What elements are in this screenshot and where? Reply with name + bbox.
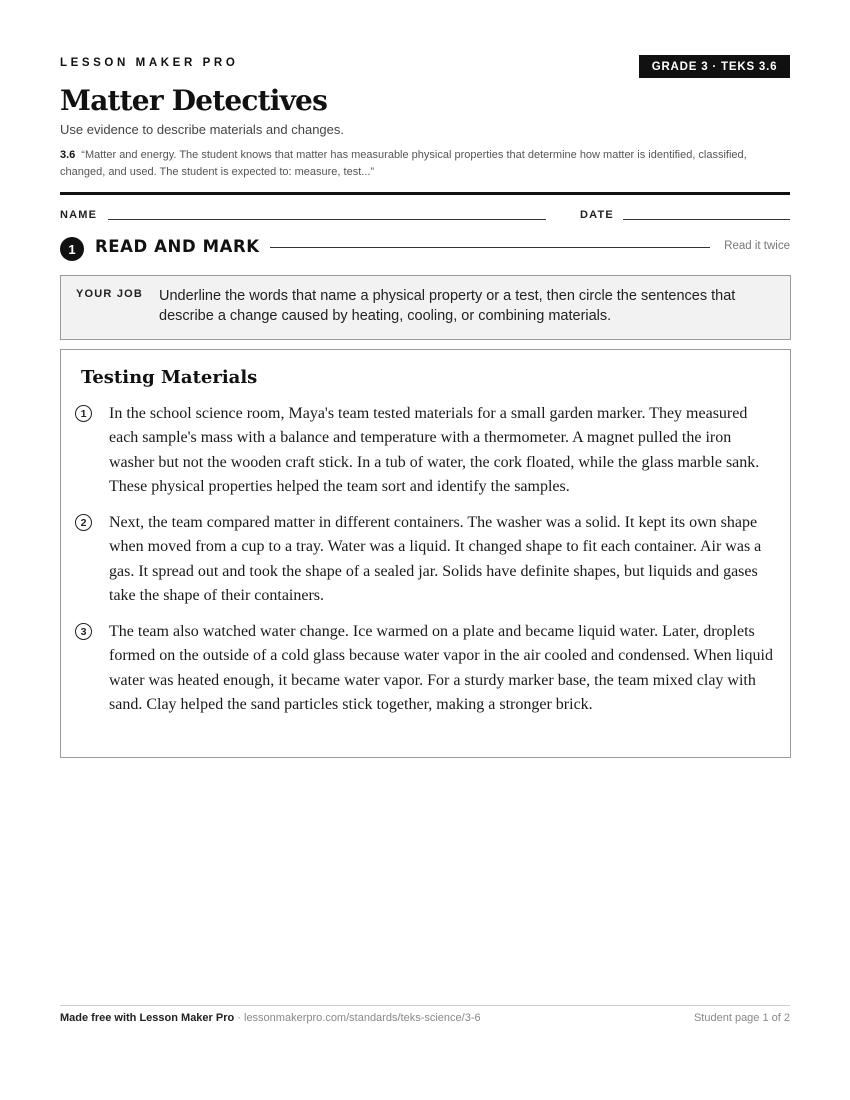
passage-paragraph	[75, 511, 775, 611]
footer-maker: Made free with Lesson Maker Pro	[60, 1012, 235, 1024]
footer-divider	[60, 1005, 790, 1006]
paragraph-number-badge: 3	[75, 623, 92, 640]
section-divider	[270, 247, 710, 248]
page-indicator: Student page 1 of 2	[693, 1012, 790, 1024]
name-label: NAME	[60, 209, 98, 221]
passage-paragraph	[75, 620, 775, 745]
worksheet-title: Matter Detectives	[60, 84, 328, 117]
your-job-instructions: Underline the words that name a physical property or a test, then circle the sentences that describe a change caused by heating, cooling, or combining materials.	[159, 288, 736, 324]
paragraph-text[interactable]: Next, the team compared matter in different containers. The washer was a solid. It kept its own shape when moved from a cup to a tray. Water was a liquid. It changed shape to fit each container. Air was a gas. It spread out and took the shape of a sealed jar. Solids have definite shapes, but liquids and gases take the shape of their containers.	[109, 514, 762, 604]
grade-badge: GRADE 3 · TEKS 3.6	[639, 55, 790, 78]
your-job-label: YOUR JOB	[76, 288, 144, 300]
passage-title: Testing Materials	[81, 367, 258, 388]
reading-passage	[60, 349, 791, 758]
brand-name: LESSON MAKER PRO	[60, 57, 239, 69]
worksheet-subtitle: Use evidence to describe materials and changes.	[60, 122, 344, 137]
passage-paragraph	[75, 402, 775, 502]
standard-code: 3.6	[60, 149, 76, 161]
paragraph-number-badge: 2	[75, 514, 92, 531]
standard-text: “Matter and energy. The student knows that matter has measurable physical properties that determine how matter is identified, classified, changed, and used. The student is expected to: measure, test...”	[60, 149, 747, 178]
name-field[interactable]	[108, 219, 546, 220]
footer-credit	[60, 1012, 481, 1024]
footer-separator: ·	[234, 1012, 244, 1024]
paragraph-number-badge: 1	[75, 405, 92, 422]
section-note: Read it twice	[724, 240, 790, 252]
footer-url[interactable]: lessonmakerpro.com/standards/teks-science/3-6	[244, 1012, 481, 1024]
date-field[interactable]	[623, 219, 790, 220]
your-job-box	[60, 275, 791, 340]
date-label: DATE	[580, 209, 614, 221]
paragraph-text[interactable]: In the school science room, Maya's team tested materials for a small garden marker. They measured each sample's mass with a balance and temperature with a thermometer. A magnet pulled the iron washer but not the wooden craft stick. In a tub of water, the cork floated, while the glass marble sank. These physical properties helped the team sort and identify the samples.	[109, 405, 760, 495]
section-number-badge: 1	[60, 237, 84, 261]
section-title: READ AND MARK	[95, 237, 260, 256]
standard-description	[60, 147, 790, 181]
paragraph-text[interactable]: The team also watched water change. Ice warmed on a plate and became liquid water. Later, droplets formed on the outside of a cold glass because water vapor in the air cooled and condensed. When liquid water was heated enough, it became water vapor. For a sturdy marker base, the team mixed clay with sand. Clay helped the sand particles stick together, making a stronger brick.	[109, 623, 773, 713]
header-divider	[60, 192, 790, 195]
